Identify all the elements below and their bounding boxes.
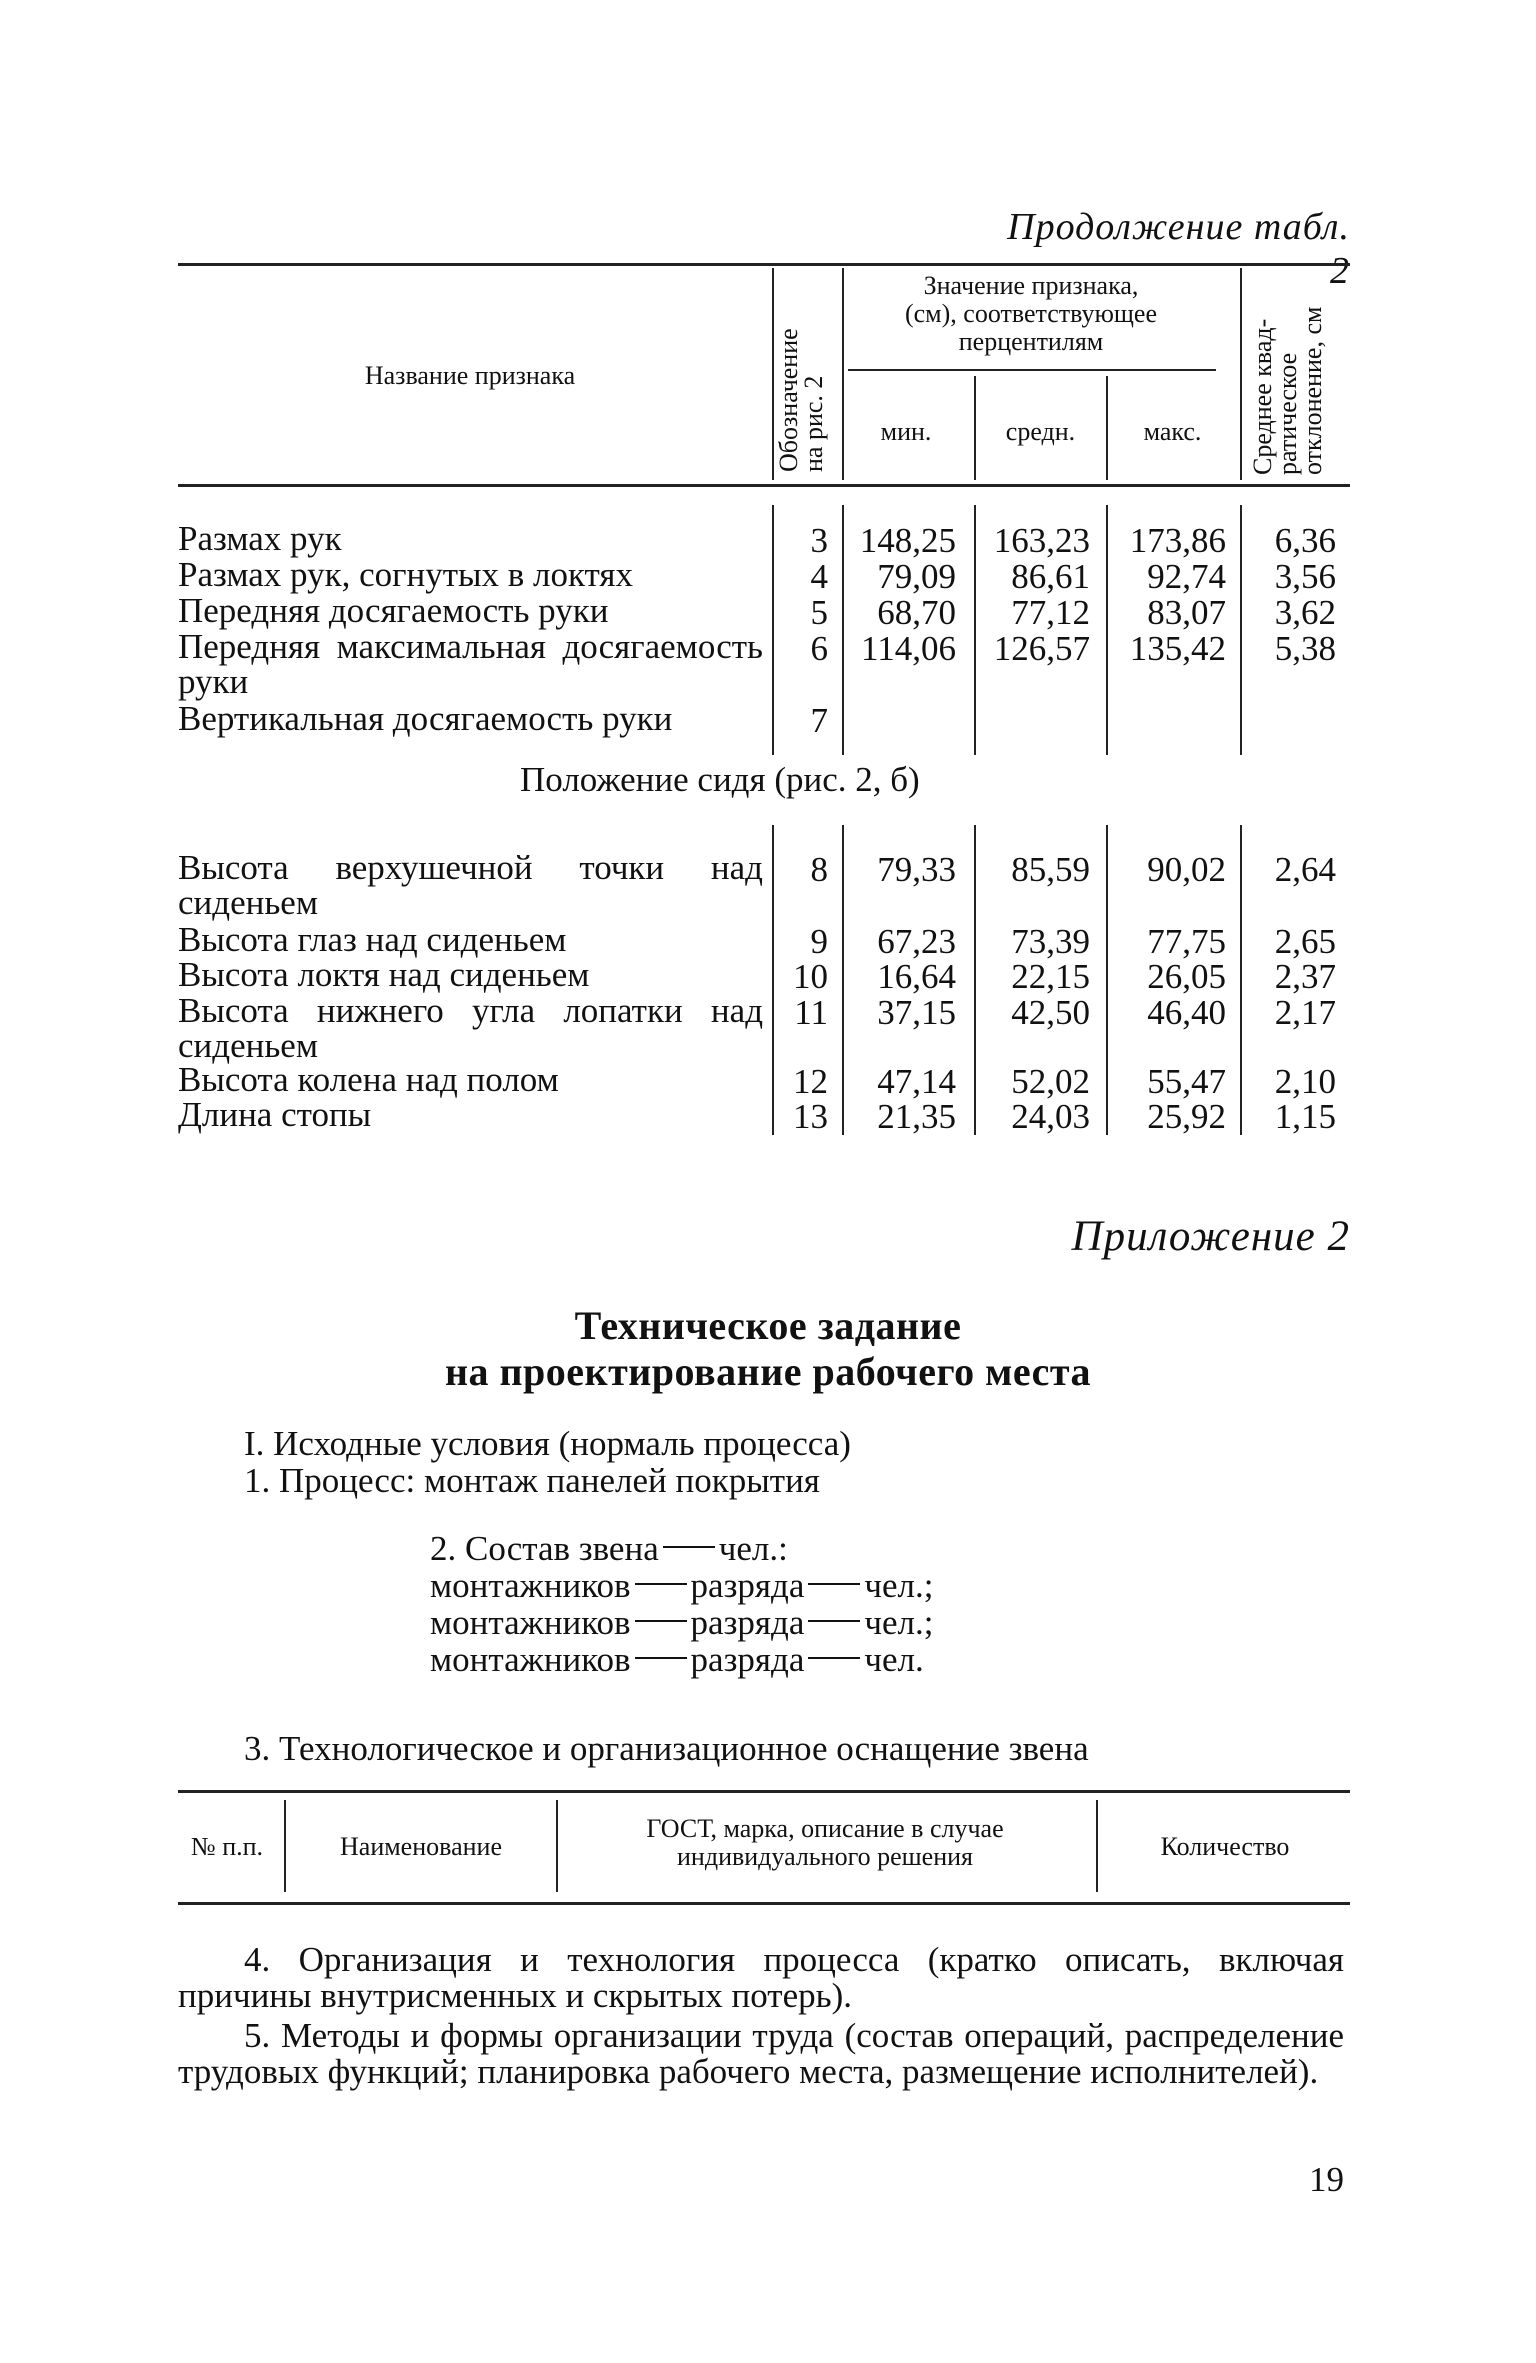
header-value-line1: Значение признака,	[923, 271, 1139, 300]
row-num: 9	[810, 922, 828, 961]
row-min: 68,70	[877, 593, 956, 632]
blank-field	[635, 1620, 687, 1622]
header-vline-5	[1240, 268, 1242, 480]
header-std-line2: ратическое	[1273, 352, 1302, 475]
row-min: 37,15	[877, 993, 956, 1032]
header-std	[1250, 307, 1325, 475]
row-std: 2,17	[1274, 993, 1336, 1032]
body-top-vline-3	[974, 505, 976, 755]
row-std: 5,38	[1274, 629, 1336, 668]
header-value-line2: (см), соответствующее	[904, 299, 1158, 328]
installers-label: монтажников	[430, 1566, 631, 1605]
blank-field	[808, 1620, 860, 1622]
table2-vline-1	[284, 1800, 286, 1892]
section-title: Положение сидя (рис. 2, б)	[520, 760, 920, 799]
continuation-label: Продолжение табл. 2	[1007, 206, 1350, 292]
row-min: 47,14	[877, 1062, 956, 1101]
table2-header-gost-line2: индивидуального решения	[677, 1842, 973, 1871]
row-min: 79,09	[877, 557, 956, 596]
header-vline-4	[1106, 376, 1108, 480]
row-mid: 85,59	[1011, 850, 1090, 889]
header-std-line1: Среднее квад-	[1248, 318, 1277, 475]
item-methods: 5. Методы и формы организации труда (состав операций, распределение трудовых функций; планировка рабочего места, размещение исполнителей).	[178, 2016, 1344, 2091]
section-initial-conditions: I. Исходные условия (нормаль процесса)	[244, 1424, 851, 1463]
people-label: чел.;	[864, 1603, 934, 1642]
people-label: чел.:	[718, 1529, 788, 1568]
row-max: 92,74	[1147, 557, 1226, 596]
header-designation	[776, 328, 826, 472]
row-max: 83,07	[1147, 593, 1226, 632]
row-min: 67,23	[877, 922, 956, 961]
form-line-installers-2	[430, 1604, 933, 1641]
row-min: 16,64	[877, 957, 956, 996]
table2-top-rule	[178, 1790, 1350, 1793]
row-mid: 24,03	[1011, 1097, 1090, 1136]
row-min: 79,33	[877, 850, 956, 889]
value-group-rule	[848, 369, 1216, 371]
row-min: 114,06	[861, 629, 956, 668]
row-max: 55,47	[1147, 1062, 1226, 1101]
body-top-vline-4	[1106, 505, 1108, 755]
row-mid: 126,57	[993, 629, 1090, 668]
row-max: 25,92	[1147, 1097, 1226, 1136]
row-name: Высота нижнего угла лопатки над сиденьем	[178, 991, 763, 1065]
row-max: 173,86	[1129, 521, 1226, 560]
row-name: Вертикальная досягаемость руки	[178, 699, 673, 738]
body-bottom-vline-5	[1240, 825, 1242, 1135]
body-top-vline-1	[772, 505, 774, 755]
page-number: 19	[1309, 2160, 1344, 2199]
row-name: Высота глаз над сиденьем	[178, 920, 567, 959]
header-vline-2	[842, 268, 844, 480]
table2-vline-2	[556, 1800, 558, 1892]
header-name: Название признака	[364, 361, 576, 390]
row-std: 6,36	[1274, 521, 1336, 560]
row-std: 2,10	[1274, 1062, 1336, 1101]
row-num: 4	[810, 557, 828, 596]
people-label: чел.	[864, 1640, 924, 1679]
header-value-line3: перцентилям	[958, 327, 1104, 356]
installers-label: монтажников	[430, 1603, 631, 1642]
blank-field	[635, 1657, 687, 1659]
row-num: 10	[793, 957, 828, 996]
body-bottom-vline-2	[842, 825, 844, 1135]
row-name: Длина стопы	[178, 1095, 372, 1134]
row-std: 3,62	[1274, 593, 1336, 632]
row-num: 13	[793, 1097, 828, 1136]
row-max: 46,40	[1147, 993, 1226, 1032]
header-max: макс.	[1143, 417, 1202, 446]
row-num: 6	[810, 629, 828, 668]
item-equipment: 3. Технологическое и организационное оснащение звена	[244, 1729, 1089, 1768]
row-num: 7	[810, 701, 828, 740]
row-mid: 22,15	[1011, 957, 1090, 996]
row-name: Передняя досягаемость руки	[178, 591, 609, 630]
grade-label: разряда	[690, 1566, 805, 1605]
row-mid: 86,61	[1011, 557, 1090, 596]
row-num: 3	[810, 521, 828, 560]
row-mid: 52,02	[1011, 1062, 1090, 1101]
table1-top-rule	[178, 263, 1350, 266]
row-name: Размах рук	[178, 519, 342, 558]
row-max: 90,02	[1147, 850, 1226, 889]
table2-header-qty: Количество	[1160, 1832, 1290, 1861]
row-name: Высота локтя над сиденьем	[178, 955, 590, 994]
header-min: мин.	[880, 417, 932, 446]
row-name: Высота колена над полом	[178, 1060, 559, 1099]
item-process: 1. Процесс: монтаж панелей покрытия	[244, 1461, 820, 1500]
body-top-vline-5	[1240, 505, 1242, 755]
table2-header-name: Наименование	[340, 1832, 502, 1861]
body-bottom-vline-3	[974, 825, 976, 1135]
blank-field	[635, 1583, 687, 1585]
row-min: 21,35	[877, 1097, 956, 1136]
header-designation-line1: Обозначение	[774, 328, 803, 472]
body-bottom-vline-1	[772, 825, 774, 1135]
header-std-line3: отклонение, см	[1298, 306, 1327, 475]
blank-field	[808, 1583, 860, 1585]
row-std: 2,65	[1274, 922, 1336, 961]
row-num: 5	[810, 593, 828, 632]
row-min: 148,25	[859, 521, 956, 560]
row-name: Размах рук, согнутых в локтях	[178, 555, 633, 594]
table2-header-num: № п.п.	[190, 1832, 264, 1861]
form-line-crew	[430, 1530, 788, 1567]
form-line-installers-3	[430, 1641, 924, 1678]
row-std: 2,37	[1274, 957, 1336, 996]
row-num: 8	[810, 850, 828, 889]
row-num: 11	[794, 993, 828, 1032]
grade-label: разряда	[690, 1640, 805, 1679]
body-bottom-vline-4	[1106, 825, 1108, 1135]
row-max: 77,75	[1147, 922, 1226, 961]
table2-header-gost	[560, 1815, 1090, 1871]
table2-bottom-rule	[178, 1902, 1350, 1905]
row-std: 2,64	[1274, 850, 1336, 889]
appendix-title-line2: на проектирование рабочего места	[444, 1349, 1092, 1394]
body-top-vline-2	[842, 505, 844, 755]
row-std: 1,15	[1274, 1097, 1336, 1136]
row-max: 135,42	[1129, 629, 1226, 668]
form-line-installers-1	[430, 1567, 933, 1604]
people-label: чел.;	[864, 1566, 934, 1605]
blank-field	[663, 1546, 715, 1548]
row-mid: 77,12	[1011, 593, 1090, 632]
row-max: 26,05	[1147, 957, 1226, 996]
row-mid: 42,50	[1011, 993, 1090, 1032]
row-name: Высота верхушечной точки над сиденьем	[178, 848, 763, 922]
row-std: 3,56	[1274, 557, 1336, 596]
row-mid: 163,23	[993, 521, 1090, 560]
table2-vline-3	[1096, 1800, 1098, 1892]
blank-field	[808, 1657, 860, 1659]
row-num: 12	[793, 1062, 828, 1101]
crew-label: 2. Состав звена	[430, 1529, 659, 1568]
header-value-group	[846, 272, 1216, 356]
appendix-label: Приложение 2	[1071, 1213, 1350, 1260]
table2-header-gost-line1: ГОСТ, марка, описание в случае	[646, 1814, 1004, 1843]
grade-label: разряда	[690, 1603, 805, 1642]
row-mid: 73,39	[1011, 922, 1090, 961]
row-name: Передняя максимальная досягаемость руки	[178, 627, 763, 701]
installers-label: монтажников	[430, 1640, 631, 1679]
item-organization: 4. Организация и технология процесса (кратко описать, включая причины внутрисменных и скрытых потерь).	[178, 1940, 1344, 2015]
header-vline-3	[974, 376, 976, 480]
header-designation-line2: на рис. 2	[799, 375, 828, 472]
header-mid: средн.	[1005, 417, 1076, 446]
table1-header-bottom-rule	[178, 484, 1350, 487]
appendix-title-line1: Техническое задание	[574, 1303, 962, 1348]
